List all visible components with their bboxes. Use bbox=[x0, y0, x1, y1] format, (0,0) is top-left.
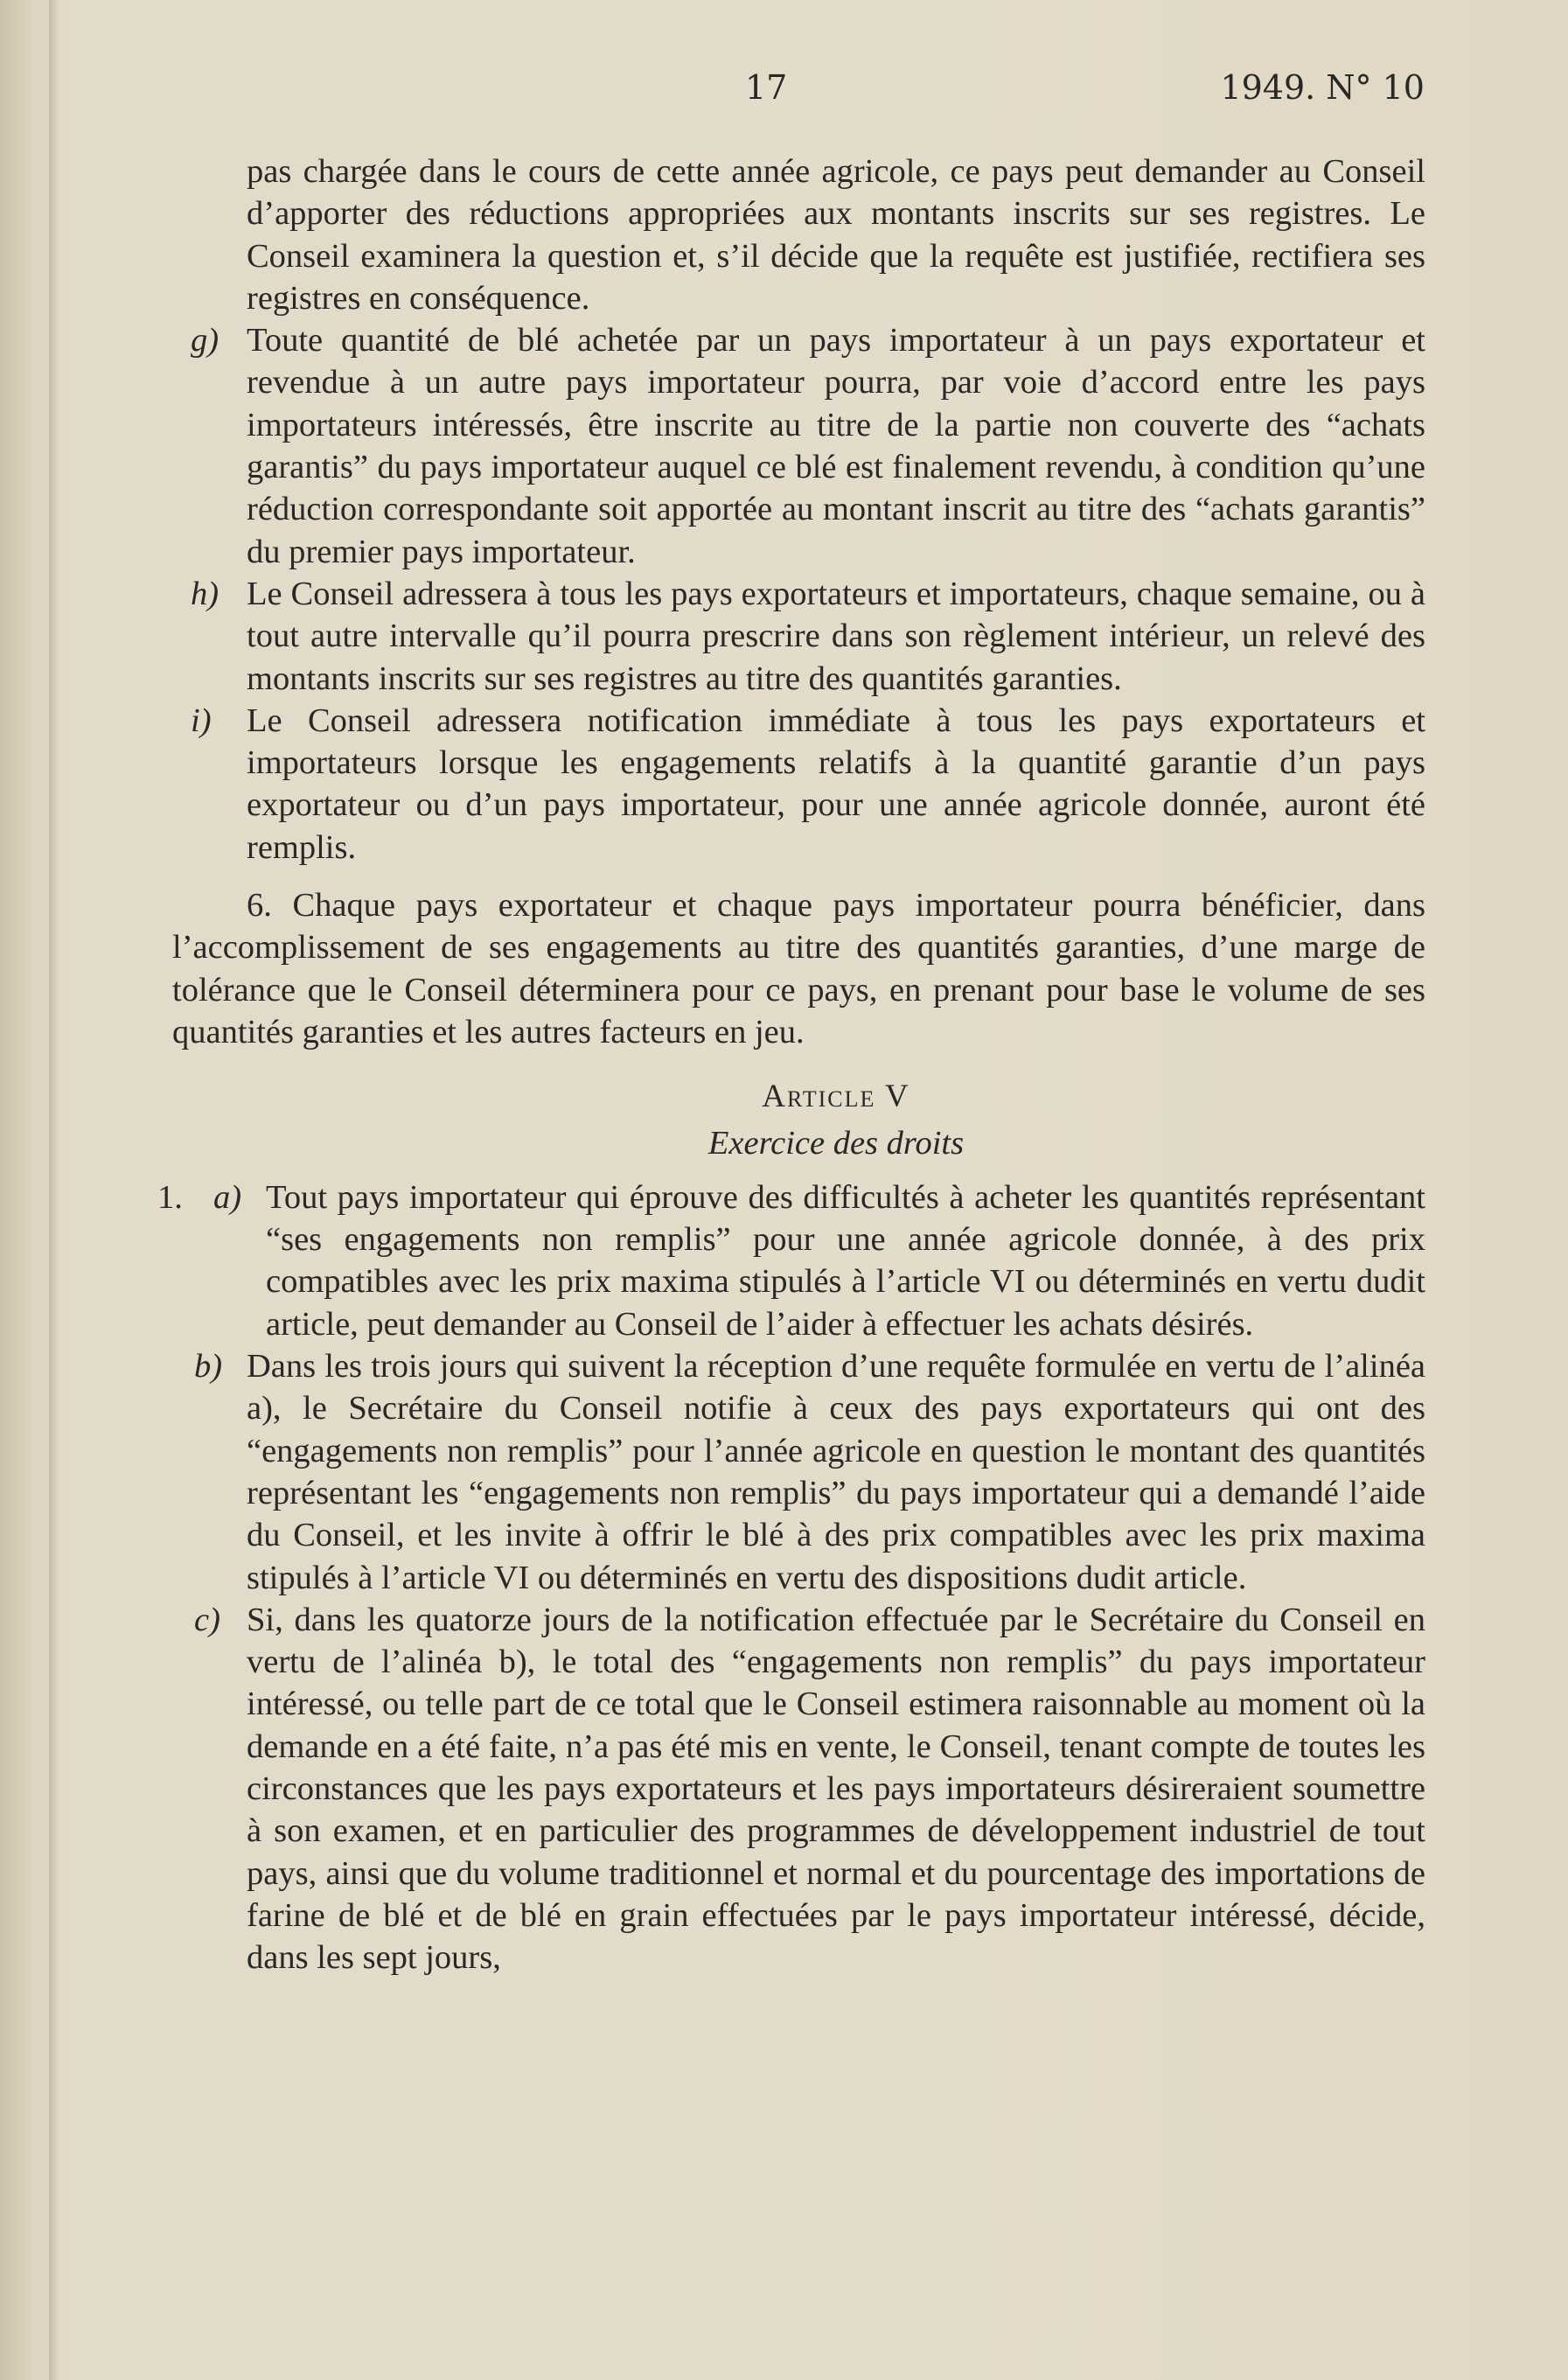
page-number: 17 bbox=[745, 68, 788, 107]
subparagraph-text: Tout pays importateur qui éprouve des difficultés à acheter les quantités représentant “ses engagements non remplis” pour une année agricole donnée, à des prix compatibles avec les prix maxima stipulés à l’article VI ou déterminés en vertu dudit article, peut demander au Conseil de l’aider à effectuer les achats désirés. bbox=[266, 1178, 1425, 1343]
subparagraph-marker: b) bbox=[194, 1348, 223, 1385]
subparagraph-1c bbox=[194, 1599, 1425, 1979]
article-title: Exercice des droits bbox=[707, 1124, 965, 1162]
subparagraph-text: Le Conseil adressera à tous les pays exportateurs et importateurs, chaque semaine, ou à tout autre intervalle qu’il pourra prescrire dans son règlement intérieur, un relevé des montants inscrits sur ses registres au titre des quantités garanties. bbox=[247, 575, 1425, 697]
paragraph-6 bbox=[172, 884, 1425, 1053]
subparagraph-text: Dans les trois jours qui suivent la réception d’une requête formulée en vertu de l’alinéa a), le Secrétaire du Conseil notifie à ceux des pays exportateurs qui ont des “engagements non remplis” pour l’année agricole en question le montant des quantités représentant les “engagements non remplis” du pays importateur qui a demandé l’aide du Conseil, et les invite à offrir le blé à des prix compatibles avec les prix maxima stipulés à l’article VI ou déterminés en vertu des dispositions dudit article. bbox=[247, 1348, 1425, 1596]
subparagraph-text: Toute quantité de blé achetée par un pays importateur à un pays exportateur et revendue à un autre pays importateur pourra, par voie d’accord entre les pays importateurs intéressés, être inscrite au titre de la partie non couverte des “achats garantis” du pays importateur auquel ce blé est finalement revendu, à condition qu’une réduction correspondante soit apportée au montant inscrit au titre des “achats garantis” du premier pays importateur. bbox=[247, 322, 1425, 570]
subparagraph-marker: g) bbox=[191, 322, 220, 359]
subparagraph-marker: c) bbox=[194, 1601, 220, 1638]
subparagraph-g bbox=[191, 319, 1425, 573]
running-header: 1949. N° 10 bbox=[1220, 68, 1425, 107]
subparagraph-1b bbox=[194, 1345, 1425, 1599]
paragraph-f-continuation: pas chargée dans le cours de cette année agricole, ce pays peut demander au Conseil d’apporter des réductions appropriées aux montants inscrits sur ses registres. Le Conseil examinera la question et, s’il décide que la requête est justifiée, rectifiera ses registres en conséquence. bbox=[247, 153, 1425, 317]
subparagraph-marker: a) bbox=[213, 1178, 242, 1216]
article-heading: Article V bbox=[762, 1078, 910, 1115]
section-number: 1. bbox=[157, 1178, 183, 1216]
subparagraph-i bbox=[191, 700, 1425, 869]
book-gutter bbox=[49, 0, 59, 2380]
subparagraph-marker: h) bbox=[191, 575, 220, 612]
subparagraph-text: Si, dans les quatorze jours de la notification effectuée par le Secrétaire du Conseil en vertu de l’alinéa b), le total des “engagements non remplis” du pays importateur intéressé, ou telle part de ce total que le Conseil estimera raisonnable au moment où la demande en a été faite, n’a pas été mis en vente, le Conseil, tenant compte de toutes les circonstances que les pays exportateurs et les pays importateurs désireraient soumettre à son examen, et en particulier des programmes de développement industriel de tout pays, ainsi que du volume traditionnel et normal et du pourcentage des importations de farine de blé et de blé en grain effectuées par le pays importateur intéressé, décide, dans les sept jours, bbox=[247, 1601, 1425, 1977]
subparagraph-1a bbox=[157, 1176, 1425, 1345]
subparagraph-marker: i) bbox=[191, 701, 212, 739]
body-text bbox=[157, 150, 1425, 1979]
paragraph-text: 6. Chaque pays exportateur et chaque pays importateur pourra bénéficier, dans l’accomplissement de ses engagements au titre des quantités garanties, d’une marge de tolérance que le Conseil déterminera pour ce pays, en prenant pour base le volume de ses quantités garanties et les autres facteurs en jeu. bbox=[172, 887, 1425, 1050]
subparagraph-text: Le Conseil adressera notification immédiate à tous les pays exportateurs et importateurs lorsque les engagements relatifs à la quantité garantie d’un pays exportateur ou d’un pays importateur, pour une année agricole donnée, auront été remplis. bbox=[247, 701, 1425, 866]
subparagraph-h bbox=[191, 573, 1425, 700]
section-1 bbox=[157, 1176, 1425, 1979]
